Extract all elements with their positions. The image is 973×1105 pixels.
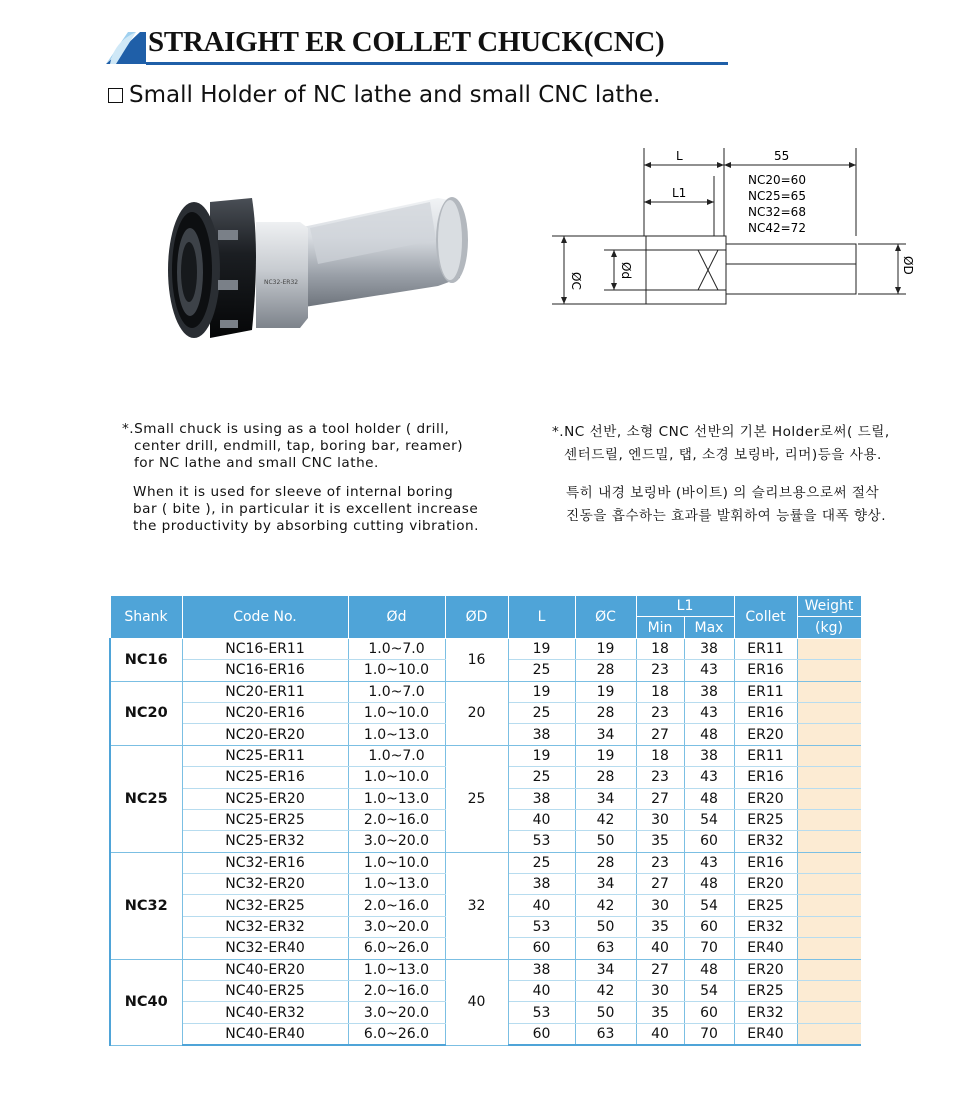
table-row <box>110 852 861 873</box>
cell-L: 19 <box>508 681 575 702</box>
cell-code: NC32-ER40 <box>182 938 348 959</box>
cell-max: 54 <box>684 981 734 1002</box>
note-en-usage: *.Small chuck is using as a tool holder ( drill, center drill, endmill, tap, boring bar, reamer) for NC lathe and small CNC lathe. <box>122 421 464 471</box>
cell-collet: ER40 <box>734 938 797 959</box>
cell-C: 34 <box>575 788 636 809</box>
cell-C: 34 <box>575 724 636 745</box>
cell-code: NC20-ER20 <box>182 724 348 745</box>
cell-weight <box>797 938 861 959</box>
cell-max: 38 <box>684 745 734 766</box>
table-row <box>110 638 861 659</box>
header-C: ØC <box>575 596 636 639</box>
cell-collet: ER25 <box>734 981 797 1002</box>
cell-code: NC25-ER25 <box>182 809 348 830</box>
header-L: L <box>508 596 575 639</box>
cell-collet: ER20 <box>734 959 797 980</box>
cell-code: NC32-ER16 <box>182 852 348 873</box>
cell-shank: NC20 <box>110 681 182 745</box>
cell-L: 60 <box>508 1023 575 1045</box>
cell-code: NC16-ER16 <box>182 660 348 681</box>
cell-C: 28 <box>575 767 636 788</box>
cell-min: 23 <box>636 702 684 723</box>
cell-min: 23 <box>636 660 684 681</box>
cell-d: 1.0~13.0 <box>348 959 445 980</box>
cell-d: 1.0~10.0 <box>348 702 445 723</box>
cell-code: NC32-ER32 <box>182 916 348 937</box>
cell-collet: ER16 <box>734 767 797 788</box>
cell-weight <box>797 702 861 723</box>
cell-weight <box>797 788 861 809</box>
cell-collet: ER11 <box>734 638 797 659</box>
cell-C: 19 <box>575 638 636 659</box>
cell-L: 25 <box>508 767 575 788</box>
note-ko-usage: *.NC 선반, 소형 CNC 선반의 기본 Holder로써( 드릴, 센터드릴, 엔드밀, 탭, 소경 보링바, 리머)등을 사용. <box>552 424 890 463</box>
cell-L: 25 <box>508 852 575 873</box>
cell-collet: ER20 <box>734 724 797 745</box>
cell-weight <box>797 831 861 852</box>
cell-collet: ER25 <box>734 809 797 830</box>
cell-min: 27 <box>636 874 684 895</box>
nc-length: NC42=72 <box>748 221 806 235</box>
cell-L: 40 <box>508 981 575 1002</box>
cell-C: 50 <box>575 916 636 937</box>
cell-max: 60 <box>684 1002 734 1023</box>
nc-length: NC20=60 <box>748 173 806 187</box>
cell-weight <box>797 681 861 702</box>
cell-d: 1.0~7.0 <box>348 638 445 659</box>
cell-max: 38 <box>684 638 734 659</box>
cell-min: 35 <box>636 831 684 852</box>
cell-max: 60 <box>684 916 734 937</box>
cell-d: 3.0~20.0 <box>348 916 445 937</box>
cell-min: 27 <box>636 959 684 980</box>
cell-max: 43 <box>684 660 734 681</box>
cell-d: 1.0~13.0 <box>348 724 445 745</box>
cell-shank: NC40 <box>110 959 182 1045</box>
cell-max: 54 <box>684 809 734 830</box>
cell-d: 2.0~16.0 <box>348 981 445 1002</box>
label-D: ØD <box>901 256 915 275</box>
cell-code: NC25-ER32 <box>182 831 348 852</box>
cell-min: 18 <box>636 638 684 659</box>
cell-D: 16 <box>445 638 508 681</box>
dim-55: 55 <box>774 149 790 163</box>
cell-weight <box>797 981 861 1002</box>
dim-L: L <box>676 149 683 163</box>
cell-d: 1.0~10.0 <box>348 767 445 788</box>
spec-table <box>109 595 862 1046</box>
cell-weight <box>797 959 861 980</box>
header-collet: Collet <box>734 596 797 639</box>
cell-L: 19 <box>508 638 575 659</box>
cell-max: 38 <box>684 681 734 702</box>
cell-L: 25 <box>508 702 575 723</box>
header-weight: Weight <box>797 596 861 617</box>
cell-d: 1.0~7.0 <box>348 745 445 766</box>
label-C: ØC <box>569 272 583 290</box>
cell-collet: ER25 <box>734 895 797 916</box>
cell-weight <box>797 895 861 916</box>
dim-L1: L1 <box>672 186 687 200</box>
cell-D: 20 <box>445 681 508 745</box>
cell-max: 70 <box>684 938 734 959</box>
cell-C: 42 <box>575 981 636 1002</box>
cell-L: 38 <box>508 874 575 895</box>
cell-d: 1.0~10.0 <box>348 660 445 681</box>
cell-code: NC40-ER20 <box>182 959 348 980</box>
cell-code: NC16-ER11 <box>182 638 348 659</box>
cell-min: 40 <box>636 1023 684 1045</box>
cell-D: 32 <box>445 852 508 959</box>
cell-L: 53 <box>508 831 575 852</box>
cell-L: 40 <box>508 809 575 830</box>
cell-C: 28 <box>575 660 636 681</box>
cell-weight <box>797 1023 861 1045</box>
header-d: Ød <box>348 596 445 639</box>
cell-max: 60 <box>684 831 734 852</box>
cell-d: 2.0~16.0 <box>348 895 445 916</box>
cell-collet: ER16 <box>734 660 797 681</box>
cell-min: 30 <box>636 895 684 916</box>
cell-D: 40 <box>445 959 508 1045</box>
cell-code: NC25-ER16 <box>182 767 348 788</box>
cell-collet: ER20 <box>734 788 797 809</box>
cell-code: NC40-ER40 <box>182 1023 348 1045</box>
cell-shank: NC32 <box>110 852 182 959</box>
label-d: Ød <box>619 262 633 280</box>
header-code: Code No. <box>182 596 348 639</box>
cell-max: 43 <box>684 852 734 873</box>
cell-collet: ER20 <box>734 874 797 895</box>
cell-min: 40 <box>636 938 684 959</box>
nc-length: NC32=68 <box>748 205 806 219</box>
spec-table-body <box>110 638 861 1045</box>
cell-L: 53 <box>508 1002 575 1023</box>
cell-C: 34 <box>575 874 636 895</box>
cell-weight <box>797 852 861 873</box>
cell-collet: ER16 <box>734 852 797 873</box>
cell-max: 48 <box>684 788 734 809</box>
cell-code: NC32-ER25 <box>182 895 348 916</box>
cell-D: 25 <box>445 745 508 852</box>
cell-max: 48 <box>684 874 734 895</box>
header-shank: Shank <box>110 596 182 639</box>
title-mark-icon <box>106 30 146 64</box>
cell-d: 6.0~26.0 <box>348 938 445 959</box>
cell-L: 40 <box>508 895 575 916</box>
cell-L: 38 <box>508 724 575 745</box>
cell-min: 18 <box>636 681 684 702</box>
cell-max: 43 <box>684 702 734 723</box>
cell-collet: ER32 <box>734 831 797 852</box>
table-row <box>110 681 861 702</box>
square-bullet-icon <box>108 88 123 103</box>
cell-weight <box>797 916 861 937</box>
cell-code: NC32-ER20 <box>182 874 348 895</box>
cell-min: 27 <box>636 788 684 809</box>
cell-d: 3.0~20.0 <box>348 1002 445 1023</box>
cell-C: 63 <box>575 938 636 959</box>
photo-marking: NC32-ER32 <box>264 279 299 286</box>
cell-d: 1.0~13.0 <box>348 788 445 809</box>
cell-weight <box>797 660 861 681</box>
cell-C: 42 <box>575 895 636 916</box>
note-en-boring: When it is used for sleeve of internal boring bar ( bite ), in particular it is excellent increase the productivity by absorbing cutting vibration. <box>133 484 479 534</box>
cell-L: 60 <box>508 938 575 959</box>
table-row <box>110 959 861 980</box>
cell-L: 38 <box>508 959 575 980</box>
cell-collet: ER16 <box>734 702 797 723</box>
subtitle-text: Small Holder of NC lathe and small CNC lathe. <box>129 82 661 108</box>
cell-code: NC40-ER25 <box>182 981 348 1002</box>
cell-collet: ER32 <box>734 916 797 937</box>
cell-code: NC40-ER32 <box>182 1002 348 1023</box>
cell-weight <box>797 874 861 895</box>
page-title: STRAIGHT ER COLLET CHUCK(CNC) <box>148 26 665 58</box>
cell-min: 30 <box>636 981 684 1002</box>
cell-weight <box>797 745 861 766</box>
table-row <box>110 745 861 766</box>
cell-min: 35 <box>636 916 684 937</box>
cell-d: 3.0~20.0 <box>348 831 445 852</box>
header-D: ØD <box>445 596 508 639</box>
cell-C: 63 <box>575 1023 636 1045</box>
cell-weight <box>797 638 861 659</box>
cell-collet: ER11 <box>734 745 797 766</box>
cell-code: NC20-ER11 <box>182 681 348 702</box>
cell-d: 2.0~16.0 <box>348 809 445 830</box>
cell-max: 48 <box>684 959 734 980</box>
cell-collet: ER40 <box>734 1023 797 1045</box>
nc-length: NC25=65 <box>748 189 806 203</box>
cell-weight <box>797 809 861 830</box>
cell-min: 23 <box>636 767 684 788</box>
cell-d: 6.0~26.0 <box>348 1023 445 1045</box>
cell-max: 70 <box>684 1023 734 1045</box>
cell-C: 34 <box>575 959 636 980</box>
cell-shank: NC16 <box>110 638 182 681</box>
cell-C: 19 <box>575 745 636 766</box>
cell-L: 19 <box>508 745 575 766</box>
cell-max: 43 <box>684 767 734 788</box>
title-underline <box>146 62 728 65</box>
cell-d: 1.0~13.0 <box>348 874 445 895</box>
cell-d: 1.0~7.0 <box>348 681 445 702</box>
cell-collet: ER32 <box>734 1002 797 1023</box>
subtitle <box>108 82 660 108</box>
cell-C: 28 <box>575 702 636 723</box>
header-L1: L1 <box>636 596 734 617</box>
cell-C: 50 <box>575 831 636 852</box>
cell-min: 30 <box>636 809 684 830</box>
cell-code: NC25-ER20 <box>182 788 348 809</box>
cell-C: 42 <box>575 809 636 830</box>
cell-min: 23 <box>636 852 684 873</box>
cell-weight <box>797 724 861 745</box>
cell-max: 48 <box>684 724 734 745</box>
cell-code: NC25-ER11 <box>182 745 348 766</box>
cell-L: 38 <box>508 788 575 809</box>
cell-C: 19 <box>575 681 636 702</box>
cell-min: 18 <box>636 745 684 766</box>
page-header <box>106 26 728 64</box>
cell-min: 27 <box>636 724 684 745</box>
header-min: Min <box>636 617 684 638</box>
cell-weight <box>797 767 861 788</box>
cell-code: NC20-ER16 <box>182 702 348 723</box>
cell-min: 35 <box>636 1002 684 1023</box>
cell-d: 1.0~10.0 <box>348 852 445 873</box>
header-max: Max <box>684 617 734 638</box>
cell-L: 25 <box>508 660 575 681</box>
cell-max: 54 <box>684 895 734 916</box>
technical-drawing <box>548 140 918 310</box>
cell-C: 28 <box>575 852 636 873</box>
cell-shank: NC25 <box>110 745 182 852</box>
product-photo <box>160 180 490 350</box>
cell-L: 53 <box>508 916 575 937</box>
cell-collet: ER11 <box>734 681 797 702</box>
cell-C: 50 <box>575 1002 636 1023</box>
cell-weight <box>797 1002 861 1023</box>
header-weight-unit: (kg) <box>797 617 861 638</box>
note-ko-boring: 특히 내경 보링바 (바이트) 의 슬리브용으로써 절삭 진동을 흡수하는 효과를 발휘하여 능률을 대폭 향상. <box>566 485 887 524</box>
